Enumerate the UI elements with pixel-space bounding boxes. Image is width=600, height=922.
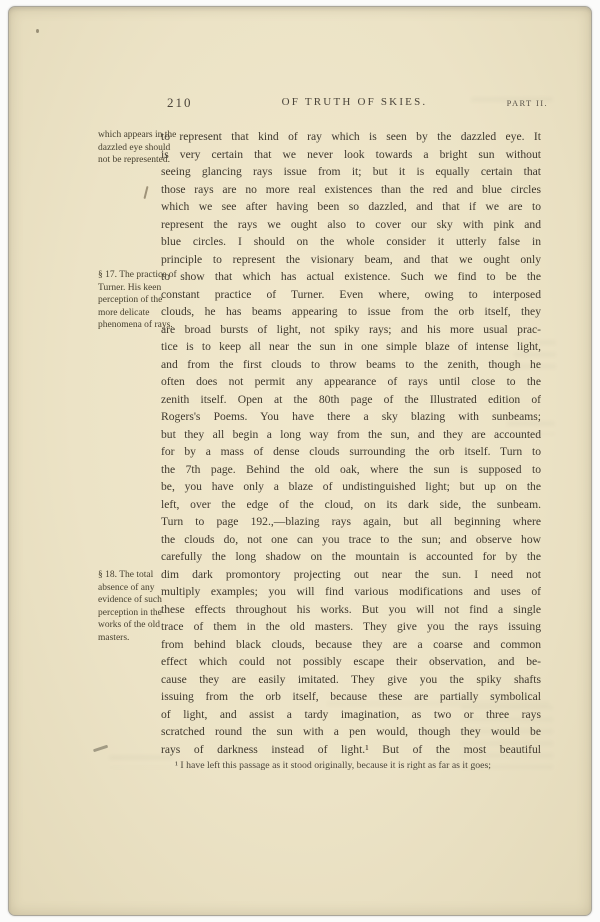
body-text-line: clouds, he has beams appearing to issue from the orb itself, they	[161, 305, 541, 318]
bleed-through-mark	[514, 340, 556, 372]
body-text-line: rays of darkness instead of light.¹ But of the most beautiful	[161, 742, 541, 756]
body-text-line: constant practice of Turner. Even where, owing to interposed	[161, 287, 541, 301]
body-text-line: zenith itself. Open at the 80th page of the Illustrated edition of	[161, 392, 541, 406]
body-text-line: seeing glancing rays issue from it; but it is equally certain that	[161, 165, 541, 178]
body-text-column	[161, 128, 541, 758]
bleed-through-mark	[507, 421, 555, 435]
sidenote-section-17: § 17. The practice of Turner. His keen perception of the more delicate phenomena of rays.	[98, 270, 177, 331]
body-text-line: Turn to page 192.,—blazing rays again, but all beginning where	[161, 515, 541, 528]
body-text-line: cause they are easily imitated. They give you the spiky shafts	[161, 672, 541, 686]
body-text-line: to show that which has actual existence. Such we find to be the	[161, 270, 541, 283]
sidenote-continued: which appears in the dazzled eye should not be represented.	[98, 130, 177, 166]
body-text-line: the 7th page. Behind the old oak, where the sun is supposed to	[161, 462, 541, 476]
bleed-through-mark	[109, 755, 173, 768]
body-text-line: be, you have only a blaze of undistinguished light; but up on the	[161, 480, 541, 493]
body-text-line: trace of them in the old masters. They give you the rays issuing	[161, 620, 541, 633]
body-text-line: blue circles. I should on the whole consider it utterly false in	[161, 235, 541, 248]
bleed-through-mark	[461, 705, 553, 769]
body-text-line: scratched round the sun with a pen would, though they would be	[161, 725, 541, 738]
body-text-line: effect which could not possibly escape their observation, and be-	[161, 655, 541, 668]
page-number: 210	[167, 95, 193, 110]
body-text-line: Rogers's Poems. You have there a sky blazing with sunbeams;	[161, 410, 541, 423]
body-text-line: which we see after having been so dazzled, and that if we are to	[161, 200, 541, 213]
body-text-line: the clouds do, not one can you trace to the sun; and observe how	[161, 532, 541, 546]
footnote: ¹ I have left this passage as it stood originally, because it is right as far as it goes;	[175, 760, 491, 771]
body-text-line: issuing from the orb itself, because these are partially symbolical	[161, 690, 541, 703]
body-text-line: for by a mass of dense clouds surrounding the orb itself. Turn to	[161, 445, 541, 458]
body-text-line: and from the first clouds to throw beams to the zenith, though he	[161, 357, 541, 371]
body-text-line: are broad bursts of light, not spiky rays; and his more usual prac-	[161, 322, 541, 336]
body-text-line: but they all begin a long way from the sun, and they are accounted	[161, 427, 541, 441]
ink-corner-mark	[93, 745, 108, 752]
body-text-line: these effects throughout his works. But you will not find a single	[161, 602, 541, 616]
body-text-line: dim dark promontory projecting out near the sun. I need not	[161, 567, 541, 581]
sidenote-section-18: § 18. The total absence of any evidence of such perception in the works of the old masters.	[98, 570, 162, 643]
chapter-title: OF TRUTH OF SKIES.	[281, 96, 428, 108]
part-label: PART II.	[506, 98, 548, 108]
book-page	[8, 6, 592, 916]
bleed-through-mark	[471, 97, 553, 106]
body-text-line: left, over the edge of the cloud, on its dark side, the sunbeam.	[161, 497, 541, 511]
body-text-line: of light, and assist a tardy imagination, as two or three rays	[161, 707, 541, 721]
body-text-line: carefully the long shadow on the mountain is accounted for by the	[161, 550, 541, 563]
body-text-line: from behind black clouds, because they are a coarse and common	[161, 637, 541, 651]
body-text-line: is very certain that we never look towards a bright sun without	[161, 147, 541, 161]
body-text-line: tice is to keep all near the sun in one simple blaze of intense light,	[161, 340, 541, 353]
body-text-line: often does not permit any appearance of rays until close to the	[161, 375, 541, 388]
body-text-line: multiply examples; you will find various modifications and uses of	[161, 585, 541, 598]
body-text-line: those rays are no more real existences than the red and blue circles	[161, 182, 541, 196]
ink-stroke-mark	[143, 186, 148, 199]
body-text-line: principle to represent the visionary beam, and that we ought only	[161, 252, 541, 266]
body-text-line: to represent that kind of ray which is seen by the dazzled eye. It	[161, 130, 541, 143]
ink-speck	[36, 29, 39, 33]
body-text-line: represent the rays we ought also to cover our sky with pink and	[161, 217, 541, 231]
bleed-through-mark	[327, 701, 549, 713]
